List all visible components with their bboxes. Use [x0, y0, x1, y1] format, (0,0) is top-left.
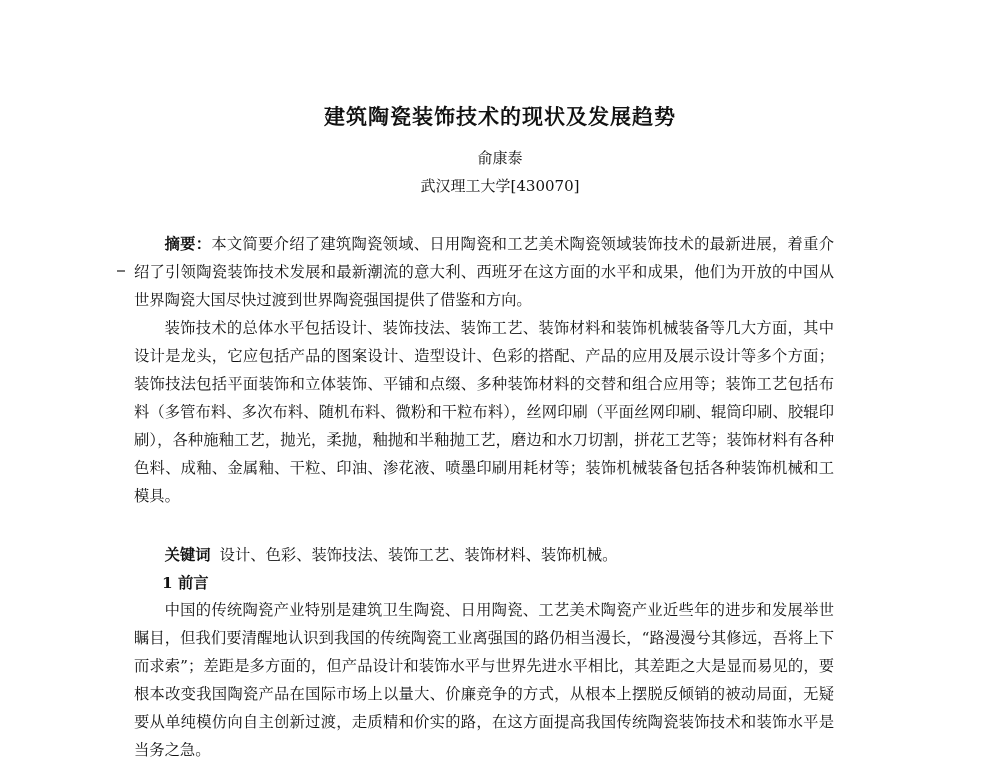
- keywords-line: [134, 541, 834, 569]
- abstract-label: 摘要：: [164, 235, 212, 253]
- section-heading-introduction: 1 前言: [162, 574, 209, 592]
- abstract-block: [134, 230, 834, 314]
- keywords-label: 关键词: [164, 546, 211, 564]
- margin-mark: [117, 270, 125, 272]
- decoration-overview-block: [134, 314, 834, 510]
- author-name: 俞康泰: [477, 149, 523, 167]
- paper-title: 建筑陶瓷装饰技术的现状及发展趋势: [324, 104, 676, 129]
- introduction-block: [134, 596, 834, 764]
- abstract-paragraph: [134, 230, 834, 314]
- decoration-overview-paragraph: 装饰技术的总体水平包括设计、装饰技法、装饰工艺、装饰材料和装饰机械装备等几大方面，其中设计是龙头，它应包括产品的图案设计、造型设计、色彩的搭配、产品的应用及展示设计等多个方面；装饰技法包括平面装饰和立体装饰、平铺和点缀、多种装饰材料的交替和组合应用等；装饰工艺包括布料（多管布料、多次布料、随机布料、微粉和干粒布料），丝网印刷（平面丝网印刷、辊筒印刷、胶辊印刷），各种施釉工艺，抛光，柔抛，釉抛和半釉抛工艺，磨边和水刀切割，拼花工艺等；装饰材料有各种色料、成釉、金属釉、干粒、印油、渗花液、喷墨印刷用耗材等；装饰机械装备包括各种装饰机械和工模具。: [134, 319, 834, 505]
- keywords-block: [134, 541, 834, 569]
- author-affiliation: 武汉理工大学[430070]: [420, 177, 580, 195]
- abstract-text: 本文简要介绍了建筑陶瓷领域、日用陶瓷和工艺美术陶瓷领域装饰技术的最新进展，着重介绍了引领陶瓷装饰技术发展和最新潮流的意大利、西班牙在这方面的水平和成果，他们为开放的中国从世界陶瓷大国尽快过渡到世界陶瓷强国提供了借鉴和方向。: [134, 235, 834, 309]
- introduction-paragraph: 中国的传统陶瓷产业特别是建筑卫生陶瓷、日用陶瓷、工艺美术陶瓷产业近些年的进步和发展举世瞩目，但我们要清醒地认识到我国的传统陶瓷工业离强国的路仍相当漫长，“路漫漫兮其修远，吾将上下而求索”；差距是多方面的，但产品设计和装饰水平与世界先进水平相比，其差距之大是显而易见的，要根本改变我国陶瓷产品在国际市场上以量大、价廉竞争的方式，从根本上摆脱反倾销的被动局面，无疑要从单纯模仿向自主创新过渡，走质精和价实的路，在这方面提高我国传统陶瓷装饰技术和装饰水平是当务之急。: [134, 601, 834, 759]
- keywords-text: 设计、色彩、装饰技法、装饰工艺、装饰材料、装饰机械。: [219, 546, 618, 564]
